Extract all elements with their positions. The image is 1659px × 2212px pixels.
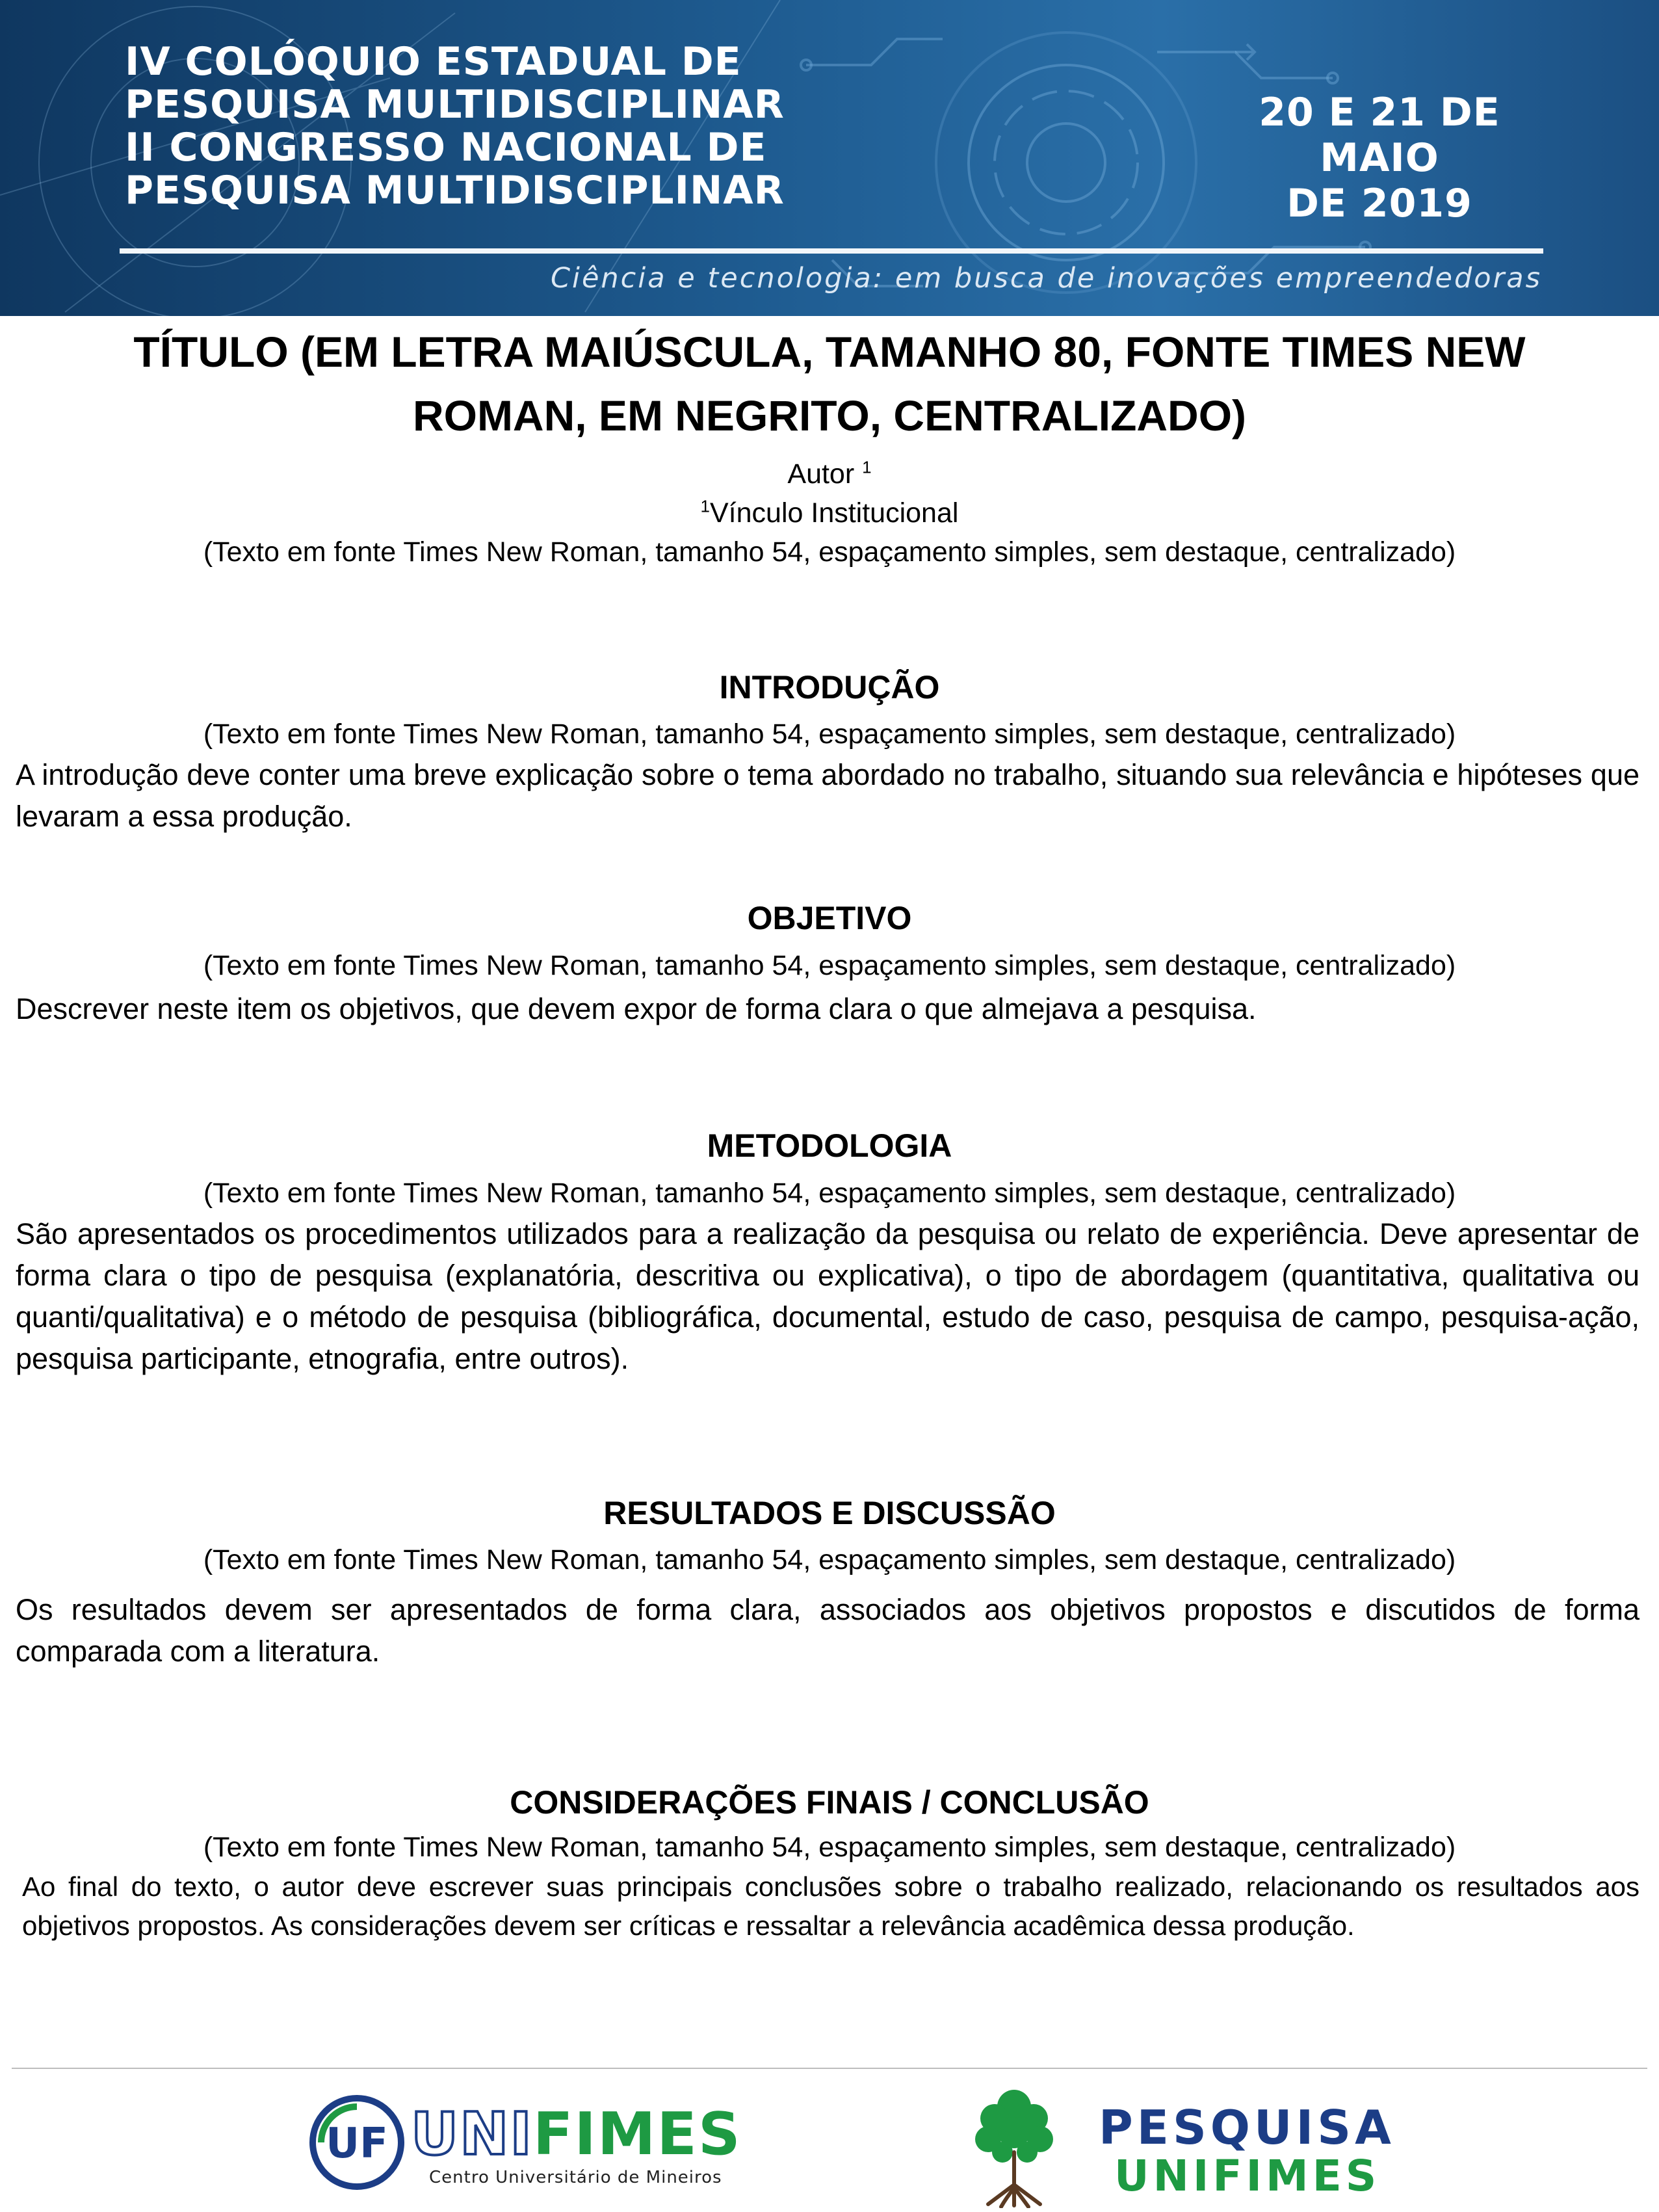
section-heading-conclusao: CONSIDERAÇÕES FINAIS / CONCLUSÃO: [510, 1784, 1149, 1821]
event-title-line: PESQUISA MULTIDISCIPLINAR: [125, 82, 785, 127]
pesquisa-wordmark: PESQUISA: [1099, 2100, 1395, 2155]
event-date: [1210, 90, 1548, 226]
unifimes-subtitle: Centro Universitário de Mineiros: [429, 2168, 722, 2187]
unifimes-wordmark-uni: UNI: [411, 2100, 533, 2168]
footer-divider: [12, 2068, 1647, 2069]
author-superscript: 1: [862, 457, 872, 477]
section-body-conclusao: Ao final do texto, o autor deve escrever suas principais conclusões sobre o trabalho realizado, relacionando os resultados aos objetivos propostos. As considerações devem ser críticas e ressaltar a relevância acadêmica dessa produção.: [22, 1871, 1639, 1941]
section-heading-objetivo: OBJETIVO: [747, 900, 912, 936]
tree-icon: [969, 2081, 1060, 2208]
affiliation-line: [0, 494, 1659, 532]
section-note-metodologia: (Texto em fonte Times New Roman, tamanho 54, espaçamento simples, sem destaque, centralizado): [203, 1178, 1456, 1209]
unifimes-wordmark-fimes: FIMES: [532, 2100, 742, 2168]
section-heading-resultados: RESULTADOS E DISCUSSÃO: [603, 1495, 1056, 1531]
affiliation-superscript: 1: [700, 496, 710, 516]
section-heading-introducao: INTRODUÇÃO: [719, 669, 940, 705]
section-body-objetivo: Descrever neste item os objetivos, que devem expor de forma clara o que almejava a pesquisa.: [16, 992, 1257, 1025]
section-heading-metodologia: METODOLOGIA: [707, 1127, 952, 1164]
author-line: [0, 455, 1659, 493]
document-title-line: ROMAN, EM NEGRITO, CENTRALIZADO): [412, 391, 1247, 440]
event-date-line: 20 E 21 DE MAIO: [1259, 90, 1500, 181]
document-title: [104, 320, 1555, 447]
uf-monogram-text: UF: [326, 2120, 388, 2168]
unifimes-wordmark-green: UNIFIMES: [1114, 2151, 1381, 2201]
document-title-line: TÍTULO (EM LETRA MAIÚSCULA, TAMANHO 80, FONTE TIMES NEW: [133, 328, 1526, 376]
unifimes-logo: [308, 2092, 750, 2196]
event-title-line: PESQUISA MULTIDISCIPLINAR: [125, 168, 785, 213]
event-banner: [0, 0, 1659, 316]
event-date-line: DE 2019: [1287, 181, 1472, 226]
section-note-introducao: (Texto em fonte Times New Roman, tamanho 54, espaçamento simples, sem destaque, centralizado): [203, 718, 1456, 750]
event-title: [125, 40, 840, 212]
format-note: (Texto em fonte Times New Roman, tamanho 54, espaçamento simples, sem destaque, centralizado): [203, 536, 1456, 568]
section-note-resultados: (Texto em fonte Times New Roman, tamanho 54, espaçamento simples, sem destaque, centralizado): [203, 1544, 1456, 1575]
banner-divider: [120, 248, 1543, 254]
event-title-line: IV COLÓQUIO ESTADUAL DE: [125, 39, 742, 85]
uf-monogram-icon: [308, 2094, 406, 2191]
section-body-resultados: Os resultados devem ser apresentados de forma clara, associados aos objetivos propostos e discutidos de forma comparada com a literatura.: [16, 1593, 1639, 1668]
section-body-metodologia: São apresentados os procedimentos utilizados para a realização da pesquisa ou relato de experiência. Deve apresentar de forma clara o tipo de pesquisa (explanatória, descritiva ou explicativa), o tipo de abordagem (quantitativa, qualitativa ou quanti/qualitativa) e o método de pesquisa (bibliográfica, documental, estudo de caso, pesquisa de campo, pesquisa-ação, pesquisa participante, etnografia, entre outros).: [16, 1217, 1639, 1375]
pesquisa-unifimes-logo: [969, 2081, 1424, 2211]
unifimes-wordmark: [411, 2100, 742, 2168]
section-note-objetivo: (Texto em fonte Times New Roman, tamanho 54, espaçamento simples, sem destaque, centralizado): [203, 950, 1456, 981]
affiliation-text: Vínculo Institucional: [710, 497, 959, 529]
section-body-introducao: A introdução deve conter uma breve explicação sobre o tema abordado no trabalho, situando sua relevância e hipóteses que levaram a essa produção.: [16, 758, 1639, 833]
author-name: Autor: [787, 458, 863, 490]
section-note-conclusao: (Texto em fonte Times New Roman, tamanho 54, espaçamento simples, sem destaque, centralizado): [203, 1832, 1456, 1863]
event-title-line: II CONGRESSO NACIONAL DE: [125, 125, 767, 170]
event-tagline: Ciência e tecnologia: em busca de inovações empreendedoras: [550, 262, 1542, 295]
